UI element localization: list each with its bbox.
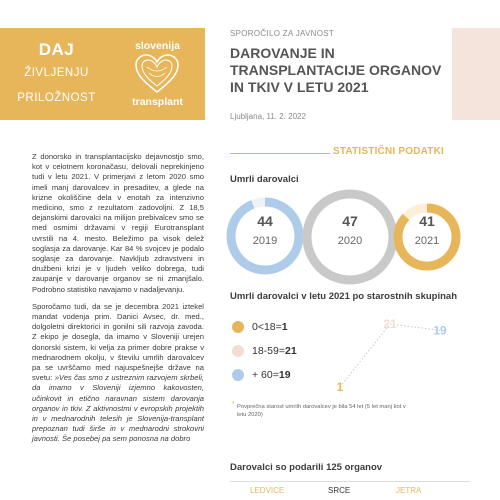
banner-line-1: DAJ [38,40,75,59]
banner-line-2: ŽIVLJENJU [24,67,89,79]
footnote-marker: * [232,401,235,408]
donors-2019-year: 2019 [252,235,278,247]
decorative-panel [452,28,500,120]
age-group-chart [320,306,460,398]
donors-heading: Umrli darovalci [230,174,299,185]
quote-text: »Ves čas smo z ustreznim razvojem skrbeli, da imamo v Sloveniji izjemno kakovosten, učinkovit in etično naravnan sistem darovanja organov in tkiv. Z aktivnostmi v evropskih projektih in v mednarodnih telesih je Slovenija-transplant prepoznan tudi širše in v mednarodni strokovni javnosti. Še posebej pa sem ponosna na dobro [32,373,204,444]
legend-item [232,369,291,381]
legend-value: 1 [281,321,288,333]
legend-range: 18-59= [252,345,285,357]
legend-value: 21 [285,345,297,357]
legend-range: 0<18= [252,321,282,333]
paragraph: Z donorsko in transplantacijsko dejavnostjo smo, kot v celotnem koronačasu, delovali neprekinjeno tudi v letu 2021. V primerjavi z letom 2020 smo imeli manj darovalcev in presaditev, a glede na krizne okoliščine dela v enotah za intenzivno medicino, smo z rezultatom zadovoljni. Z 18,5 dejanskimi darovalci na milijon prebivalcev smo se med osmimi državami v regiji Eurotransplant uvrstili na 4. mesto. Beležimo pa visok delež soglasja za darovanje. Kar 84 % svojcev je podalo soglasje za darovanje. Navkljub zdravstveni in družbeni krizi je v ljudeh veliko dobrega, tudi zaupanje v darovanje organov se ni zmanjšalo. Podrobno statistiko navajamo v nadaljevanju. [32,152,204,294]
legend-value: 19 [278,369,291,381]
age-series-line [340,324,440,387]
donors-2021-year: 2021 [414,235,440,247]
legend-item [232,345,297,357]
paragraph [32,302,204,445]
donors-2020-year: 2020 [337,235,363,247]
legend-dot-icon [232,345,244,357]
organs-heading: Darovalci so podarili 125 organov [230,462,383,473]
press-release-kicker: SPOROČILO ZA JAVNOST [230,29,335,38]
campaign-banner [0,28,205,120]
age-data-label: 21 [383,317,397,331]
organ-liver: JETRA [396,486,422,495]
release-date: Ljubljana, 11. 2. 2022 [230,112,306,121]
section-divider [230,153,330,154]
banner-line-3: PRILOŽNOST [17,92,96,104]
legend-dot-icon [232,369,244,381]
paragraph-text: Sporočamo tudi, da se je decembra 2021 iztekel mandat vodenja prim. Danici Avsec, dr. med., dolgoletni direktorici in gonilni sili razvoja zavoda. Z ekipo je dosegla, da imamo v Sloveniji urejen donorski sistem, ki velja za primer dobre prakse v mednarodnem okolju, v številu umrlih darovalcev pa se uvrščamo med najuspešnejše države na svetu: [32,301,204,383]
page-title [230,45,445,96]
legend-range: + 60= [252,369,279,381]
heart-logo-icon [133,53,181,95]
age-groups-heading: Umrli darovalci v letu 2021 po starostnih skupinah [230,291,458,302]
donors-2020-value: 47 [342,213,358,229]
organ-heart: SRCE [328,486,351,495]
age-data-label: 1 [336,379,344,394]
logo-text-bottom: transplant [132,96,183,108]
article-body [32,152,204,452]
legend-item [232,321,288,333]
logo-text-top: slovenija [135,40,180,52]
legend-dot-icon [232,321,244,333]
donors-2019-value: 44 [257,213,273,229]
organ-kidneys: LEDVICE [250,486,285,495]
statistics-heading: STATISTIČNI PODATKI [333,146,445,157]
footnote: Povprečna starost umrlih darovalcev je bila 54 let (5 let manj kot v letu 2020) [237,404,406,418]
title-line: DAROVANJE IN [230,45,335,61]
section-divider [230,481,470,482]
title-line: TRANSPLANTACIJE ORGANOV [230,62,442,78]
age-data-label: 19 [433,323,447,338]
donors-2021-value: 41 [419,213,435,229]
title-line: IN TKIV V LETU 2021 [230,79,369,95]
